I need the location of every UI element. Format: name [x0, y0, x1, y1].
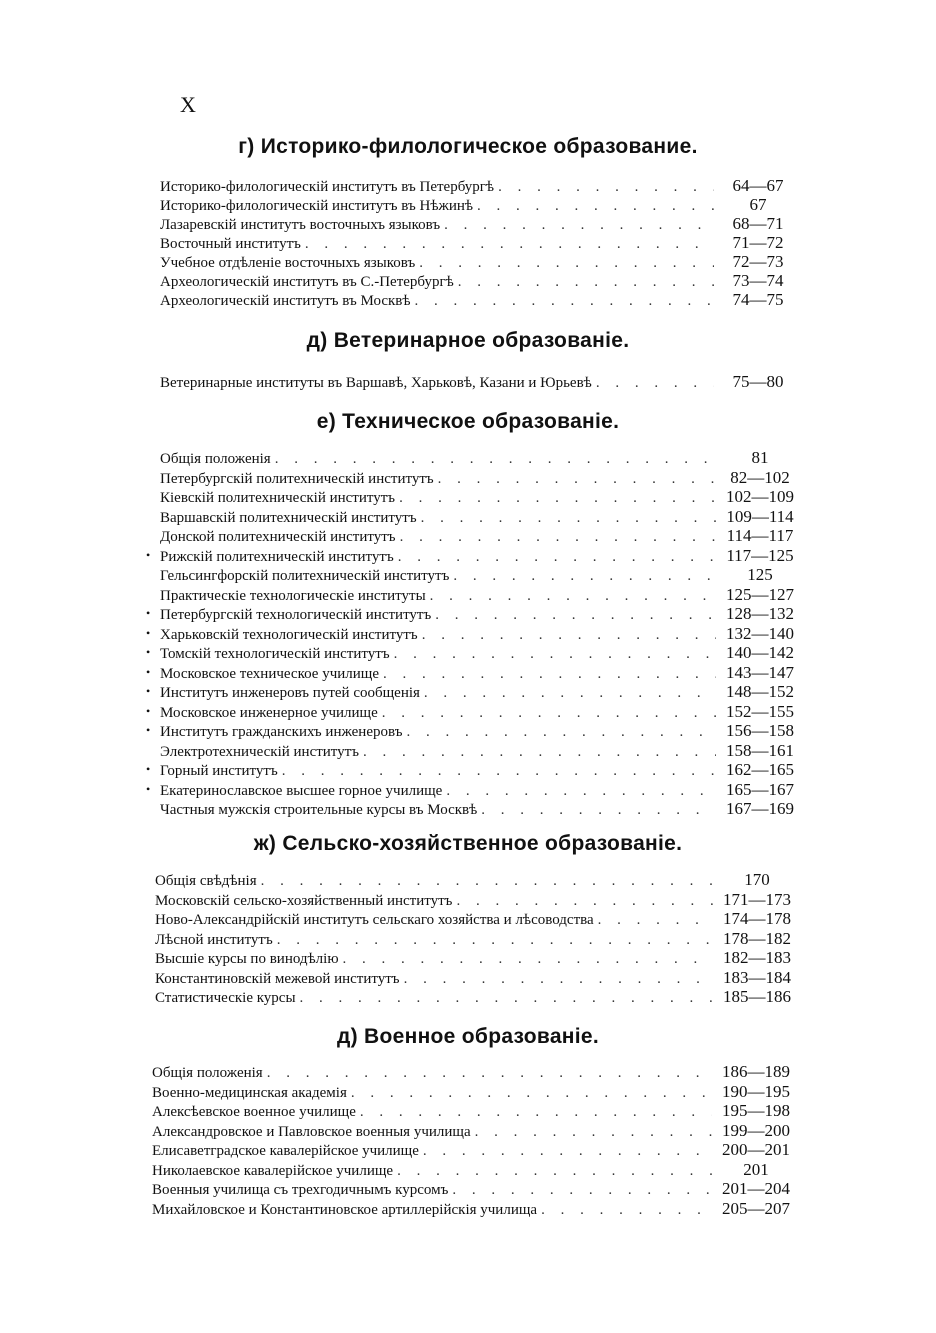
page-number: X [180, 92, 196, 117]
toc-entry: • Рижскій политехническій институтъ . . . 117—125 [160, 546, 800, 565]
section-agricultural [0, 829, 936, 859]
toc-entry: • Харьковскій технологическій институтъ . . . 132—140 [160, 624, 800, 643]
toc-entry: Военныя училища съ трехгодичнымъ курсомъ . . . 201—204 [152, 1179, 796, 1198]
toc-entry: • Московское инженерное училище . . . 152—155 [160, 702, 800, 721]
toc-entry: Михайловское и Константиновское артиллерійскія училища . . . 205—207 [152, 1199, 796, 1218]
section-title: д) Военное образованіе. [336, 1025, 600, 1048]
toc-entry: Варшавскій политехническій институтъ . . . 109—114 [160, 507, 800, 526]
section-title: ж) Сельско-хозяйственное образованіе. [253, 832, 683, 855]
toc-entry: Московскій сельско-хозяйственный институтъ . . . 171—173 [155, 890, 797, 909]
bullet-mark: • [146, 625, 151, 640]
toc-entry: Частныя мужскія строительные курсы въ Москвѣ . . . 167—169 [160, 799, 800, 818]
toc-entry: Елисаветградское кавалерійское училище . . . 200—201 [152, 1140, 796, 1159]
section-title: г) Историко-филологическое образование. [238, 135, 698, 158]
bullet-mark: • [146, 762, 151, 776]
toc-entry: Ветеринарные институты въ Варшавѣ, Харьковѣ, Казани и Юрьевѣ . . . 75—80 [160, 372, 798, 391]
toc-entry: Военно-медицинская академія . . . 190—195 [152, 1082, 796, 1101]
bullet-mark: • [146, 684, 151, 698]
bullet-mark: • [146, 645, 151, 659]
toc-entry: Археологическій институтъ въ Москвѣ . . . 74—75 [160, 290, 798, 309]
toc-entry: Высшіе курсы по винодѣлію . . . 182—183 [155, 948, 797, 967]
toc-entry: Практическіе технологическіе институты . . . 125—127 [160, 585, 800, 604]
toc-entry: Петербургскій политехническій институтъ . . . 82—102 [160, 468, 800, 487]
bullet-mark: • [146, 606, 151, 620]
toc-entry: Кіевскій политехническій институтъ . . . 102—109 [160, 487, 800, 506]
toc-entry: Александровское и Павловское военныя училища . . . 199—200 [152, 1121, 796, 1140]
toc-entry: Алексѣевское военное училище . . . 195—198 [152, 1101, 796, 1120]
toc-entry: Историко-филологическій институтъ въ Нѣжинѣ . . . 67 [160, 195, 798, 214]
toc-entry: Общія положенія . . . 186—189 [152, 1062, 796, 1081]
toc-entry: Донской политехническій институтъ . . . 114—117 [160, 526, 800, 545]
toc-entry: Статистическіе курсы . . . 185—186 [155, 987, 797, 1006]
toc-entry: Историко-филологическій институтъ въ Петербургѣ . . . 64—67 [160, 176, 798, 195]
section-title: д) Ветеринарное образованіе. [306, 329, 630, 352]
toc-entry: Лѣсной институтъ . . . 178—182 [155, 929, 797, 948]
toc-entry: Николаевское кавалерійское училище . . . 201 [152, 1160, 796, 1179]
toc-entry: • Институтъ гражданскихъ инженеровъ . . . 156—158 [160, 721, 800, 740]
toc-entry: Электротехническій институтъ . . . 158—161 [160, 741, 800, 760]
bullet-mark: • [146, 664, 151, 679]
toc-entry: • Екатеринославское высшее горное училище . . . 165—167 [160, 780, 800, 799]
toc-entry: Общія положенія . . . 81 [160, 448, 800, 467]
bullet-mark: • [146, 547, 151, 562]
toc-entry: Гельсингфорскій политехническій институтъ . . . 125 [160, 565, 800, 584]
toc-entry: Восточный институтъ . . . 71—72 [160, 233, 798, 252]
toc-entry: Учебное отдѣленіе восточныхъ языковъ . . . 72—73 [160, 252, 798, 271]
section-technical [0, 407, 936, 437]
bullet-mark: • [146, 703, 151, 718]
toc-entry: Общія свѣдѣнія . . . 170 [155, 870, 797, 889]
toc-entry: Ново-Александрійскій институтъ сельскаго хозяйства и лѣсоводства . . . 174—178 [155, 909, 797, 928]
section-historical-philological [0, 132, 936, 162]
toc-entry: • Московское техническое училище . . . 143—147 [160, 663, 800, 682]
section-veterinary [0, 326, 936, 356]
toc-entry: • Институтъ инженеровъ путей сообщенія . . . 148—152 [160, 682, 800, 701]
toc-entry: Константиновскій межевой институтъ . . . 183—184 [155, 968, 797, 987]
bullet-mark: • [146, 781, 151, 796]
section-military [0, 1022, 936, 1052]
toc-entry: Археологическій институтъ въ С.-Петербургѣ . . . 73—74 [160, 271, 798, 290]
bullet-mark: • [146, 723, 151, 737]
toc-entry: • Петербургскій технологическій институтъ . . . 128—132 [160, 604, 800, 623]
toc-entry: • Горный институтъ . . . 162—165 [160, 760, 800, 779]
section-title: е) Техническое образованіе. [316, 410, 620, 433]
toc-entry: Лазаревскій институтъ восточныхъ языковъ . . . 68—71 [160, 214, 798, 233]
toc-entry: • Томскій технологическій институтъ . . . 140—142 [160, 643, 800, 662]
